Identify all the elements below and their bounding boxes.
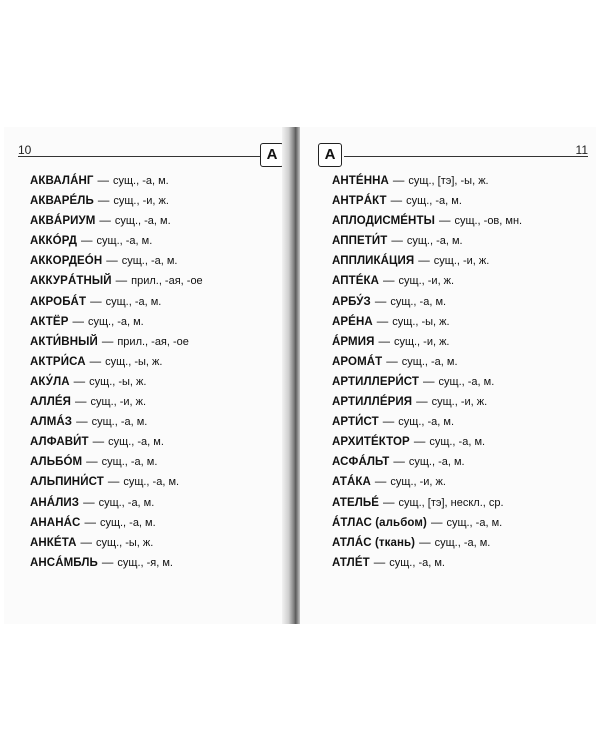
entry-dash: — <box>419 536 431 549</box>
entry-dash: — <box>97 175 109 187</box>
entry-headword: АЛЬПИНИ́СТ <box>30 476 104 489</box>
entry-dash: — <box>75 396 87 409</box>
entry-dash: — <box>90 295 102 308</box>
entry-headword: АКТРИ́СА <box>30 355 86 368</box>
entry-headword: АКВÁРИУМ <box>30 215 96 228</box>
entry-grammar: сущ., -ы, ж. <box>89 375 147 388</box>
entry-grammar: сущ., -и, ж. <box>390 476 446 489</box>
entry-dash: — <box>378 335 390 348</box>
page-number-right: 11 <box>575 143 588 157</box>
dictionary-entry <box>332 493 522 513</box>
dictionary-entry <box>30 513 203 533</box>
dictionary-entry <box>30 452 203 472</box>
entry-dash: — <box>72 315 84 328</box>
dictionary-entry <box>30 472 203 492</box>
entry-dash: — <box>413 436 426 449</box>
entry-grammar: сущ., -а, м. <box>108 436 164 449</box>
entry-headword: АТЛÁС (ткань) <box>332 536 416 549</box>
entry-grammar: сущ., -и, ж. <box>90 396 147 409</box>
entry-dash: — <box>430 516 443 529</box>
header-rule-right <box>344 156 588 157</box>
dictionary-entry <box>332 271 522 291</box>
entry-headword: АЛМÁЗ <box>30 416 73 429</box>
entry-grammar: сущ., -и, ж. <box>398 275 455 288</box>
entry-grammar: сущ., [тэ], нескл., ср. <box>398 496 504 509</box>
entry-grammar: сущ., -я, м. <box>117 556 173 569</box>
entry-dash: — <box>73 375 86 388</box>
entry-grammar: сущ., -а, м. <box>390 295 447 308</box>
dictionary-entry <box>332 372 522 392</box>
entry-grammar: сущ., -а, м. <box>96 235 153 248</box>
entry-headword: АРБУ́З <box>332 295 371 308</box>
dictionary-entry <box>30 493 203 513</box>
entry-grammar: сущ., -а, м. <box>91 416 148 429</box>
dictionary-entry <box>30 292 203 312</box>
entry-headword: АРÉНА <box>332 315 373 328</box>
entry-dash: — <box>438 215 451 228</box>
entry-grammar: сущ., -а, м. <box>101 456 158 469</box>
entry-headword: АКУ́ЛА <box>30 375 70 388</box>
entry-grammar: сущ., -а, м. <box>434 536 491 549</box>
book-spread <box>0 127 600 624</box>
entry-grammar: сущ., -а, м. <box>398 416 454 429</box>
dictionary-entry <box>30 171 203 191</box>
entry-grammar: сущ., -а, м. <box>105 295 162 308</box>
entry-dash: — <box>107 476 120 489</box>
section-letter-right: А <box>318 143 342 167</box>
entry-headword: АТЕЛЬÉ <box>332 496 380 509</box>
header-rule-left <box>18 156 260 157</box>
entry-dash: — <box>383 496 395 509</box>
entry-dash: — <box>81 235 93 248</box>
entry-grammar: сущ., -а, м. <box>121 255 178 268</box>
entry-dash: — <box>115 275 128 288</box>
dictionary-entry <box>30 533 203 553</box>
entry-dash: — <box>76 416 88 429</box>
entry-headword: АРТИЛЛЕРИ́СТ <box>332 375 420 388</box>
entry-grammar: сущ., -а, м. <box>408 456 465 469</box>
entry-dash: — <box>80 536 93 549</box>
entry-headword: АППЕТИ́Т <box>332 235 388 248</box>
entry-grammar: прил., -ая, -ое <box>131 275 203 288</box>
dictionary-entry <box>332 533 522 553</box>
entry-grammar: сущ., -ы, ж. <box>96 536 154 549</box>
entry-dash: — <box>92 436 105 449</box>
entry-headword: АНТРÁКТ <box>332 195 387 208</box>
entry-dash: — <box>374 476 387 489</box>
page-number-left: 10 <box>18 143 32 157</box>
entry-headword: ÁРМИЯ <box>332 335 375 348</box>
entry-grammar: сущ., -а, м. <box>401 355 458 368</box>
entry-grammar: сущ., -а, м. <box>88 315 144 328</box>
entry-grammar: сущ., -а, м. <box>113 175 169 187</box>
dictionary-entry <box>332 392 522 412</box>
dictionary-entry <box>30 392 203 412</box>
dictionary-entry <box>30 312 203 332</box>
dictionary-entry <box>30 271 203 291</box>
dictionary-entry <box>332 412 522 432</box>
entry-headword: АКТИ́ВНЫЙ <box>30 335 98 348</box>
entry-dash: — <box>382 416 395 429</box>
right-page <box>300 127 596 624</box>
entry-dash: — <box>101 335 114 348</box>
entry-dash: — <box>418 255 430 268</box>
entry-headword: АРТИ́СТ <box>332 416 379 429</box>
entry-list-right <box>332 171 522 573</box>
entry-headword: АРТИЛЛÉРИЯ <box>332 396 413 409</box>
entry-headword: АПЛОДИСМÉНТЫ <box>332 215 435 228</box>
dictionary-entry <box>30 352 203 372</box>
dictionary-entry <box>332 251 522 271</box>
entry-grammar: сущ., -а, м. <box>123 476 180 489</box>
entry-headword: АККУРÁТНЫЙ <box>30 275 112 288</box>
entry-headword: АРОМÁТ <box>332 355 383 368</box>
entry-grammar: прил., -ая, -ое <box>117 335 189 348</box>
entry-dash: — <box>89 355 102 368</box>
entry-grammar: сущ., -а, м. <box>114 215 171 228</box>
entry-dash: — <box>373 556 386 569</box>
entry-headword: АПТÉКА <box>332 275 380 288</box>
entry-dash: — <box>423 375 435 388</box>
dictionary-entry <box>30 251 203 271</box>
entry-headword: АНÁЛИЗ <box>30 496 80 509</box>
entry-grammar: сущ., -и, ж. <box>431 396 488 409</box>
entry-grammar: сущ., -а, м. <box>429 436 486 449</box>
dictionary-entry <box>30 231 203 251</box>
dictionary-entry <box>30 412 203 432</box>
entry-dash: — <box>416 396 428 409</box>
dictionary-entry <box>30 553 203 573</box>
entry-headword: АККÓРД <box>30 235 78 248</box>
entry-dash: — <box>376 315 389 328</box>
entry-grammar: сущ., -ов, мн. <box>454 215 523 228</box>
entry-headword: АКВАЛÁНГ <box>30 175 94 187</box>
dictionary-entry <box>332 332 522 352</box>
entry-headword: АЛФАВИ́Т <box>30 436 89 449</box>
dictionary-entry <box>332 211 522 231</box>
entry-grammar: сущ., -и, ж. <box>393 335 450 348</box>
entry-dash: — <box>393 456 405 469</box>
entry-dash: — <box>386 355 398 368</box>
left-page <box>4 127 286 624</box>
entry-headword: АТЛÉТ <box>332 556 370 569</box>
entry-dash: — <box>374 295 387 308</box>
entry-grammar: сущ., -а, м. <box>438 375 495 388</box>
dictionary-entry <box>332 292 522 312</box>
dictionary-entry <box>30 372 203 392</box>
entry-list-left <box>30 171 203 573</box>
entry-headword: АЛЬБÓМ <box>30 456 83 469</box>
entry-grammar: сущ., -и, ж. <box>433 255 490 268</box>
entry-headword: АНТÉННА <box>332 175 389 187</box>
entry-headword: АРХИТÉКТОР <box>332 436 410 449</box>
entry-headword: АККОРДЕÓН <box>30 255 103 268</box>
entry-headword: АНКÉТА <box>30 536 77 549</box>
dictionary-entry <box>30 211 203 231</box>
entry-headword: АКТЁР <box>30 315 69 328</box>
entry-headword: АТÁКА <box>332 476 371 489</box>
entry-grammar: сущ., -а, м. <box>99 516 156 529</box>
entry-grammar: сущ., -а, м. <box>98 496 155 509</box>
entry-headword: АКВАРÉЛЬ <box>30 195 94 208</box>
dictionary-entry <box>30 432 203 452</box>
dictionary-entry <box>332 312 522 332</box>
dictionary-entry <box>332 231 522 251</box>
entry-grammar: сущ., -а, м. <box>446 516 503 529</box>
entry-headword: АНСÁМБЛЬ <box>30 556 98 569</box>
dictionary-entry <box>332 352 522 372</box>
entry-headword: АЛЛÉЯ <box>30 396 72 409</box>
entry-grammar: сущ., -и, ж. <box>113 195 169 208</box>
dictionary-entry <box>332 171 522 191</box>
entry-headword: АППЛИКÁЦИЯ <box>332 255 415 268</box>
dictionary-entry <box>332 553 522 573</box>
dictionary-entry <box>30 191 203 211</box>
entry-headword: АКРОБÁТ <box>30 295 87 308</box>
entry-dash: — <box>390 195 403 208</box>
entry-grammar: сущ., -ы, ж. <box>105 355 163 368</box>
entry-grammar: сущ., -а, м. <box>389 556 445 569</box>
entry-headword: АСФÁЛЬТ <box>332 456 390 469</box>
dictionary-entry <box>332 452 522 472</box>
entry-dash: — <box>99 215 111 228</box>
dictionary-entry <box>332 472 522 492</box>
entry-grammar: сущ., -ы, ж. <box>392 315 450 328</box>
section-letter-left: А <box>260 143 284 167</box>
entry-dash: — <box>383 275 395 288</box>
entry-dash: — <box>106 255 118 268</box>
dictionary-entry <box>30 332 203 352</box>
dictionary-entry <box>332 191 522 211</box>
entry-grammar: сущ., -а, м. <box>406 195 462 208</box>
entry-grammar: сущ., [тэ], -ы, ж. <box>408 175 489 187</box>
entry-headword: АНАНÁС <box>30 516 81 529</box>
entry-dash: — <box>83 496 95 509</box>
entry-headword: ÁТЛАС (альбом) <box>332 516 427 529</box>
dictionary-entry <box>332 513 522 533</box>
entry-dash: — <box>84 516 96 529</box>
dictionary-entry <box>332 432 522 452</box>
entry-dash: — <box>392 175 405 187</box>
entry-dash: — <box>391 235 403 248</box>
entry-dash: — <box>86 456 98 469</box>
entry-dash: — <box>101 556 114 569</box>
entry-dash: — <box>97 195 110 208</box>
entry-grammar: сущ., -а, м. <box>406 235 463 248</box>
